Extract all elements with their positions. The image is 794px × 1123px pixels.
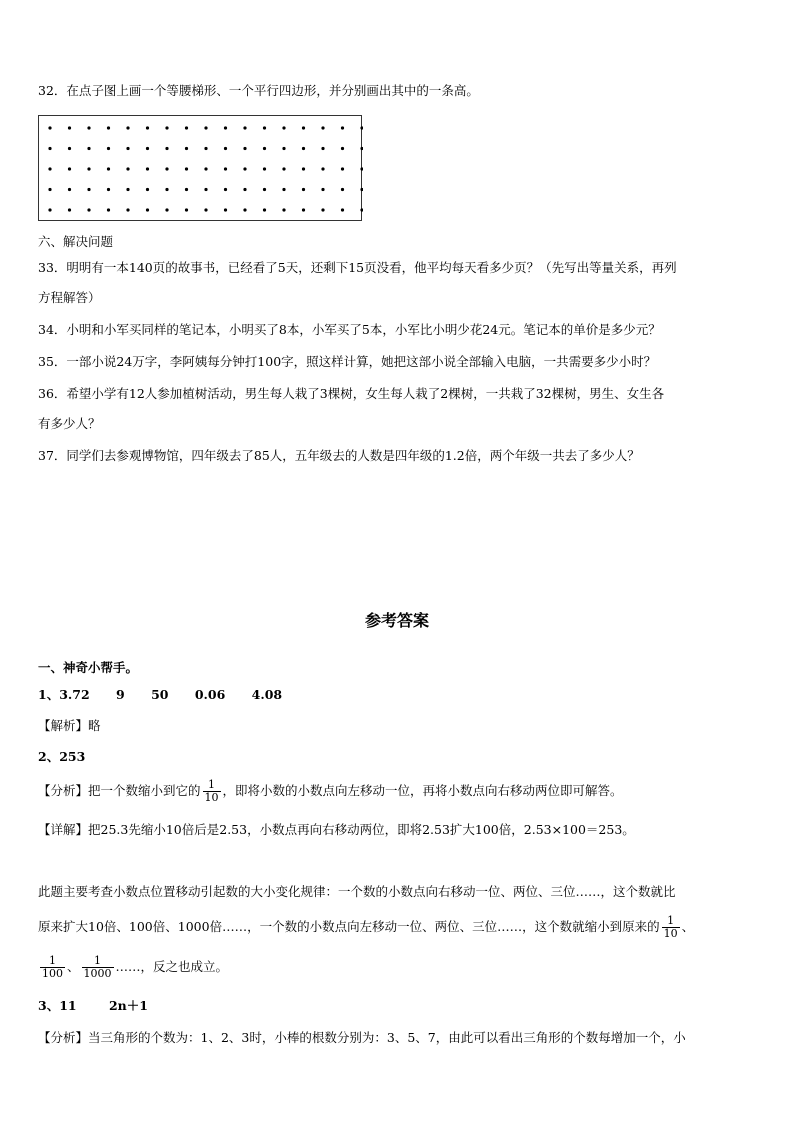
grid-dot <box>165 147 168 150</box>
answers-title: 参考答案 <box>364 611 429 630</box>
grid-dot <box>68 188 71 191</box>
grid-dot <box>107 126 110 129</box>
grid-dot <box>68 167 71 170</box>
grid-dot <box>185 208 188 211</box>
grid-dot <box>204 208 207 211</box>
grid-dot <box>341 147 344 150</box>
answer-1 <box>38 687 282 703</box>
answer-1-label: 1、3.72 <box>38 687 90 702</box>
question-32: 32．在点子图上画一个等腰梯形、一个平行四边形，并分别画出其中的一条高。 <box>38 83 479 98</box>
grid-dot <box>224 167 227 170</box>
grid-dot <box>185 188 188 191</box>
question-36-line1: 36．希望小学有12人参加植树活动，男生每人栽了3棵树，女生每人栽了2棵树，一共栽了32棵树，男生、女生各 <box>38 386 665 401</box>
answer-2-xiangjie: 【详解】把25.3先缩小10倍后是2.53，小数点再向右移动两位，即将2.53扩大100倍，2.53×100＝253。 <box>38 822 635 837</box>
grid-dot <box>224 208 227 211</box>
question-34: 34．小明和小军买同样的笔记本，小明买了8本，小军买了5本，小军比小明少花24元。笔记本的单价是多少元？ <box>38 322 661 337</box>
grid-dot <box>48 126 51 129</box>
answer-2-label: 2、253 <box>38 749 86 764</box>
answer-3-value: 2n＋1 <box>108 998 148 1013</box>
fraction-one-hundredth: $\frac{1}{100}$ <box>42 954 63 980</box>
grid-dot <box>321 167 324 170</box>
grid-dot <box>282 147 285 150</box>
grid-dot <box>48 167 51 170</box>
dot-grid <box>38 115 362 221</box>
question-33-line2: 方程解答） <box>38 290 101 305</box>
grid-dot <box>224 126 227 129</box>
grid-dot <box>87 126 90 129</box>
grid-dot <box>126 147 129 150</box>
answer-1-value: 4.08 <box>251 687 283 702</box>
grid-dot <box>204 167 207 170</box>
grid-dot <box>146 126 149 129</box>
grid-dot <box>107 208 110 211</box>
grid-dot <box>263 147 266 150</box>
grid-dot <box>146 188 149 191</box>
grid-dot <box>321 147 324 150</box>
summary-line1: 此题主要考查小数点位置移动引起数的大小变化规律：一个数的小数点向右移动一位、两位、三位……，这个数就比 <box>38 884 676 899</box>
answer-1-value: 0.06 <box>194 687 226 702</box>
grid-dot <box>302 167 305 170</box>
grid-dot <box>68 147 71 150</box>
grid-dot <box>146 167 149 170</box>
grid-dot <box>126 167 129 170</box>
summary-line2: 原来扩大10倍、100倍、1000倍……，一个数的小数点向左移动一位、两位、三位……，这个数就缩小到原来的 $\frac{1}{10}$ 、 <box>38 914 695 940</box>
question-33-line1: 33．明明有一本140页的故事书，已经看了5天，还剩下15页没看，他平均每天看多少页？（先写出等量关系，再列 <box>38 260 677 275</box>
answer-3-label: 3、11 <box>38 998 77 1013</box>
grid-dot <box>87 147 90 150</box>
answer-2-fenxi <box>38 776 623 806</box>
grid-dot <box>126 208 129 211</box>
grid-dot <box>341 167 344 170</box>
grid-dot <box>341 208 344 211</box>
grid-dot <box>360 147 363 150</box>
grid-dot <box>165 208 168 211</box>
grid-dot <box>360 126 363 129</box>
grid-dot <box>302 208 305 211</box>
answer-3 <box>38 998 148 1014</box>
grid-dot <box>360 208 363 211</box>
section-six-heading: 六、解决问题 <box>38 234 114 249</box>
question-37: 37．同学们去参观博物馆，四年级去了85人，五年级去的人数是四年级的1.2倍，两个年级一共去了多少人？ <box>38 448 640 463</box>
question-36-line2: 有多少人？ <box>38 416 101 431</box>
question-35: 35．一部小说24万字，李阿姨每分钟打100字，照这样计算，她把这部小说全部输入电脑，一共需要多少小时？ <box>38 354 657 369</box>
grid-dot <box>107 188 110 191</box>
grid-dot <box>243 147 246 150</box>
grid-dot <box>282 188 285 191</box>
grid-dot <box>204 147 207 150</box>
grid-dot <box>68 208 71 211</box>
grid-dot <box>48 208 51 211</box>
grid-dot <box>360 167 363 170</box>
grid-dot <box>87 208 90 211</box>
grid-dot <box>165 126 168 129</box>
grid-dot <box>341 126 344 129</box>
grid-dot <box>204 188 207 191</box>
grid-dot <box>321 126 324 129</box>
grid-dot <box>165 188 168 191</box>
grid-dot <box>341 188 344 191</box>
answer-1-value: 50 <box>151 687 169 702</box>
grid-dot <box>243 208 246 211</box>
grid-dot <box>243 126 246 129</box>
dot-grid-canvas <box>39 116 363 222</box>
grid-dot <box>107 147 110 150</box>
grid-dot <box>224 188 227 191</box>
grid-dot <box>107 167 110 170</box>
fenxi-text-b: ，即将小数的小数点向左移动一位，再将小数点向右移动两位即可解答。 <box>222 783 623 798</box>
grid-dot <box>87 167 90 170</box>
grid-dot <box>243 167 246 170</box>
grid-dot <box>146 208 149 211</box>
grid-dot <box>87 188 90 191</box>
grid-dot <box>146 147 149 150</box>
grid-dot <box>263 188 266 191</box>
answer-1-jiexi: 【解析】略 <box>38 718 101 733</box>
grid-dot <box>302 147 305 150</box>
grid-dot <box>126 126 129 129</box>
grid-dot <box>321 208 324 211</box>
grid-dot <box>185 147 188 150</box>
answer-1-value: 9 <box>116 687 125 702</box>
grid-dot <box>224 147 227 150</box>
grid-dot <box>282 167 285 170</box>
fraction-one-tenth: $\frac{1}{10}$ <box>663 914 678 940</box>
grid-dot <box>263 167 266 170</box>
grid-dot <box>48 188 51 191</box>
grid-dot <box>185 126 188 129</box>
fraction-one-thousandth: $\frac{1}{1000}$ <box>83 954 112 980</box>
answers-section-one: 一、神奇小帮手。 <box>38 660 139 675</box>
grid-dot <box>282 126 285 129</box>
grid-dot <box>263 208 266 211</box>
grid-dot <box>204 126 207 129</box>
grid-dot <box>263 126 266 129</box>
grid-dot <box>68 126 71 129</box>
grid-dot <box>302 188 305 191</box>
grid-dot <box>360 188 363 191</box>
grid-dot <box>185 167 188 170</box>
answer-3-fenxi: 【分析】当三角形的个数为：1、2、3时，小棒的根数分别为：3、5、7，由此可以看出三角形的个数每增加一个，小 <box>38 1030 686 1045</box>
grid-dot <box>126 188 129 191</box>
fenxi-text-a: 【分析】把一个数缩小到它的 <box>38 783 201 798</box>
grid-dot <box>243 188 246 191</box>
grid-dot <box>321 188 324 191</box>
grid-dot <box>165 167 168 170</box>
summary-line3: $\frac{1}{100}$ 、 $\frac{1}{1000}$ ……，反之也成立。 <box>42 954 229 980</box>
grid-dot <box>302 126 305 129</box>
grid-dot <box>48 147 51 150</box>
fraction-one-tenth: $\frac{1}{10}$ <box>204 778 219 804</box>
grid-dot <box>282 208 285 211</box>
